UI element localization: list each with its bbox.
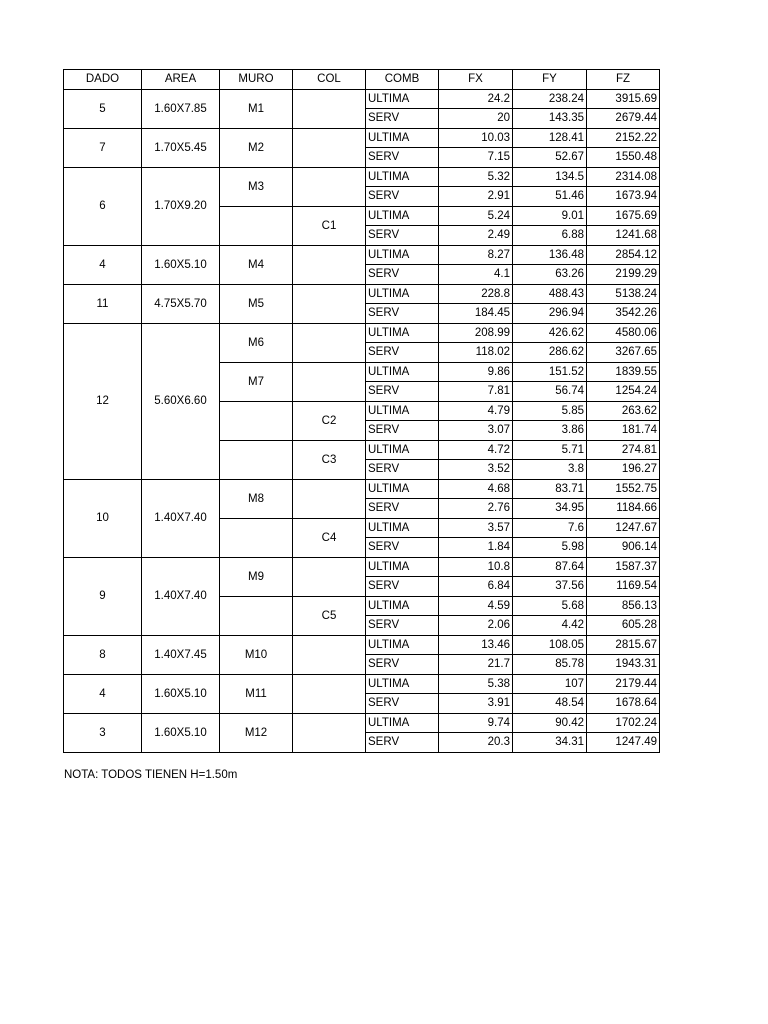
fx-cell: 13.46: [439, 635, 513, 655]
fx-cell: 10.8: [439, 557, 513, 577]
col-cell: [293, 167, 366, 206]
fz-cell: 1702.24: [587, 713, 660, 733]
fy-cell: 107: [513, 674, 587, 694]
table-body: [64, 89, 660, 752]
fx-cell: 9.86: [439, 362, 513, 382]
comb-cell: SERV: [366, 226, 439, 246]
table-row: [64, 89, 660, 109]
fz-cell: 274.81: [587, 440, 660, 460]
comb-cell: ULTIMA: [366, 128, 439, 148]
comb-cell: SERV: [366, 538, 439, 558]
dado-cell: 12: [64, 323, 142, 479]
muro-cell: M8: [220, 479, 293, 518]
fy-cell: 143.35: [513, 109, 587, 129]
fy-cell: 83.71: [513, 479, 587, 499]
fy-cell: 56.74: [513, 382, 587, 402]
fx-cell: 228.8: [439, 284, 513, 304]
data-table: [63, 69, 660, 753]
fz-cell: 1943.31: [587, 655, 660, 675]
comb-cell: ULTIMA: [366, 401, 439, 421]
fz-cell: 605.28: [587, 616, 660, 636]
fx-cell: 2.76: [439, 499, 513, 519]
muro-cell: M5: [220, 284, 293, 323]
muro-cell: M2: [220, 128, 293, 167]
col-cell: [293, 713, 366, 752]
fx-cell: 208.99: [439, 323, 513, 343]
fz-cell: 1247.67: [587, 518, 660, 538]
fz-cell: 1247.49: [587, 733, 660, 753]
fz-cell: 2854.12: [587, 245, 660, 265]
fy-cell: 3.86: [513, 421, 587, 441]
fx-cell: 4.59: [439, 596, 513, 616]
fy-cell: 108.05: [513, 635, 587, 655]
fz-cell: 196.27: [587, 460, 660, 480]
comb-cell: SERV: [366, 655, 439, 675]
dado-cell: 11: [64, 284, 142, 323]
fx-cell: 3.52: [439, 460, 513, 480]
table-row: [64, 635, 660, 655]
col-cell: [293, 245, 366, 284]
fy-cell: 34.31: [513, 733, 587, 753]
fz-cell: 5138.24: [587, 284, 660, 304]
fx-cell: 118.02: [439, 343, 513, 363]
dado-cell: 8: [64, 635, 142, 674]
fx-cell: 184.45: [439, 304, 513, 324]
fz-cell: 1673.94: [587, 187, 660, 207]
fx-cell: 3.57: [439, 518, 513, 538]
fy-cell: 238.24: [513, 89, 587, 109]
fx-cell: 5.38: [439, 674, 513, 694]
fx-cell: 6.84: [439, 577, 513, 597]
comb-cell: ULTIMA: [366, 362, 439, 382]
fy-cell: 48.54: [513, 694, 587, 714]
area-cell: 1.70X9.20: [142, 167, 220, 245]
col-cell: [293, 635, 366, 674]
comb-cell: SERV: [366, 304, 439, 324]
fy-cell: 9.01: [513, 206, 587, 226]
muro-cell: M10: [220, 635, 293, 674]
area-cell: 1.60X7.85: [142, 89, 220, 128]
fy-cell: 5.85: [513, 401, 587, 421]
fx-cell: 21.7: [439, 655, 513, 675]
comb-cell: ULTIMA: [366, 206, 439, 226]
comb-cell: SERV: [366, 694, 439, 714]
col-cell: [293, 89, 366, 128]
fy-cell: 51.46: [513, 187, 587, 207]
header-col: COL: [293, 70, 366, 90]
area-cell: 1.40X7.40: [142, 557, 220, 635]
dado-cell: 5: [64, 89, 142, 128]
comb-cell: SERV: [366, 421, 439, 441]
fy-cell: 296.94: [513, 304, 587, 324]
fz-cell: 1169.54: [587, 577, 660, 597]
comb-cell: ULTIMA: [366, 89, 439, 109]
col-cell: C3: [293, 440, 366, 479]
footnote: NOTA: TODOS TIENEN H=1.50m: [64, 769, 238, 781]
fx-cell: 20.3: [439, 733, 513, 753]
area-cell: 1.40X7.40: [142, 479, 220, 557]
comb-cell: ULTIMA: [366, 440, 439, 460]
fx-cell: 4.1: [439, 265, 513, 285]
col-cell: [293, 323, 366, 362]
col-cell: [293, 128, 366, 167]
comb-cell: ULTIMA: [366, 596, 439, 616]
dado-cell: 10: [64, 479, 142, 557]
fy-cell: 5.71: [513, 440, 587, 460]
fz-cell: 3542.26: [587, 304, 660, 324]
fx-cell: 7.81: [439, 382, 513, 402]
table-row: [64, 167, 660, 187]
fy-cell: 136.48: [513, 245, 587, 265]
comb-cell: ULTIMA: [366, 245, 439, 265]
col-cell: [293, 557, 366, 596]
header-muro: MURO: [220, 70, 293, 90]
fz-cell: 906.14: [587, 538, 660, 558]
header-fx: FX: [439, 70, 513, 90]
fz-cell: 1839.55: [587, 362, 660, 382]
comb-cell: ULTIMA: [366, 323, 439, 343]
muro-cell: M11: [220, 674, 293, 713]
header-comb: COMB: [366, 70, 439, 90]
fy-cell: 4.42: [513, 616, 587, 636]
muro-cell: M1: [220, 89, 293, 128]
muro-cell: M6: [220, 323, 293, 362]
muro-cell: M12: [220, 713, 293, 752]
dado-cell: 6: [64, 167, 142, 245]
dado-cell: 3: [64, 713, 142, 752]
header-fy: FY: [513, 70, 587, 90]
fy-cell: 90.42: [513, 713, 587, 733]
fx-cell: 8.27: [439, 245, 513, 265]
fz-cell: 1675.69: [587, 206, 660, 226]
fz-cell: 1552.75: [587, 479, 660, 499]
comb-cell: ULTIMA: [366, 674, 439, 694]
area-cell: 4.75X5.70: [142, 284, 220, 323]
fy-cell: 63.26: [513, 265, 587, 285]
fx-cell: 4.79: [439, 401, 513, 421]
comb-cell: SERV: [366, 460, 439, 480]
muro-cell: M3: [220, 167, 293, 206]
fy-cell: 128.41: [513, 128, 587, 148]
fx-cell: 2.91: [439, 187, 513, 207]
fz-cell: 4580.06: [587, 323, 660, 343]
fz-cell: 1678.64: [587, 694, 660, 714]
fy-cell: 426.62: [513, 323, 587, 343]
fz-cell: 1184.66: [587, 499, 660, 519]
fy-cell: 3.8: [513, 460, 587, 480]
fz-cell: 2152.22: [587, 128, 660, 148]
fy-cell: 5.68: [513, 596, 587, 616]
col-cell: [293, 479, 366, 518]
fx-cell: 10.03: [439, 128, 513, 148]
fy-cell: 6.88: [513, 226, 587, 246]
fx-cell: 1.84: [439, 538, 513, 558]
col-cell: C4: [293, 518, 366, 557]
fx-cell: 7.15: [439, 148, 513, 168]
table-row: [64, 674, 660, 694]
fy-cell: 34.95: [513, 499, 587, 519]
fz-cell: 1241.68: [587, 226, 660, 246]
comb-cell: SERV: [366, 616, 439, 636]
comb-cell: SERV: [366, 733, 439, 753]
muro-cell: [220, 401, 293, 440]
area-cell: 1.70X5.45: [142, 128, 220, 167]
muro-cell: [220, 518, 293, 557]
col-cell: C2: [293, 401, 366, 440]
col-cell: [293, 284, 366, 323]
fx-cell: 2.49: [439, 226, 513, 246]
area-cell: 1.60X5.10: [142, 674, 220, 713]
comb-cell: ULTIMA: [366, 635, 439, 655]
fz-cell: 2199.29: [587, 265, 660, 285]
dado-cell: 7: [64, 128, 142, 167]
comb-cell: SERV: [366, 265, 439, 285]
header-area: AREA: [142, 70, 220, 90]
dado-cell: 4: [64, 674, 142, 713]
fz-cell: 2314.08: [587, 167, 660, 187]
muro-cell: M7: [220, 362, 293, 401]
fz-cell: 1587.37: [587, 557, 660, 577]
fy-cell: 134.5: [513, 167, 587, 187]
muro-cell: M9: [220, 557, 293, 596]
table-row: [64, 713, 660, 733]
comb-cell: SERV: [366, 343, 439, 363]
muro-cell: M4: [220, 245, 293, 284]
fx-cell: 20: [439, 109, 513, 129]
fy-cell: 85.78: [513, 655, 587, 675]
comb-cell: ULTIMA: [366, 167, 439, 187]
comb-cell: SERV: [366, 577, 439, 597]
fz-cell: 2815.67: [587, 635, 660, 655]
fz-cell: 181.74: [587, 421, 660, 441]
table-row: [64, 323, 660, 343]
comb-cell: SERV: [366, 499, 439, 519]
table-row: [64, 284, 660, 304]
comb-cell: SERV: [366, 109, 439, 129]
comb-cell: ULTIMA: [366, 713, 439, 733]
col-cell: [293, 674, 366, 713]
fz-cell: 3267.65: [587, 343, 660, 363]
muro-cell: [220, 206, 293, 245]
fz-cell: 2679.44: [587, 109, 660, 129]
fy-cell: 37.56: [513, 577, 587, 597]
col-cell: C5: [293, 596, 366, 635]
header-dado: DADO: [64, 70, 142, 90]
fx-cell: 3.07: [439, 421, 513, 441]
fx-cell: 9.74: [439, 713, 513, 733]
fx-cell: 5.32: [439, 167, 513, 187]
fy-cell: 286.62: [513, 343, 587, 363]
fz-cell: 263.62: [587, 401, 660, 421]
fy-cell: 7.6: [513, 518, 587, 538]
fy-cell: 5.98: [513, 538, 587, 558]
area-cell: 1.60X5.10: [142, 245, 220, 284]
table-row: [64, 479, 660, 499]
table-row: [64, 128, 660, 148]
fz-cell: 3915.69: [587, 89, 660, 109]
muro-cell: [220, 440, 293, 479]
comb-cell: SERV: [366, 382, 439, 402]
fy-cell: 151.52: [513, 362, 587, 382]
fz-cell: 1254.24: [587, 382, 660, 402]
dado-cell: 4: [64, 245, 142, 284]
fy-cell: 87.64: [513, 557, 587, 577]
table-row: [64, 245, 660, 265]
fz-cell: 856.13: [587, 596, 660, 616]
header-row: [64, 70, 660, 90]
dado-cell: 9: [64, 557, 142, 635]
fx-cell: 4.68: [439, 479, 513, 499]
col-cell: C1: [293, 206, 366, 245]
fy-cell: 52.67: [513, 148, 587, 168]
fx-cell: 24.2: [439, 89, 513, 109]
area-cell: 1.60X5.10: [142, 713, 220, 752]
comb-cell: ULTIMA: [366, 479, 439, 499]
col-cell: [293, 362, 366, 401]
fz-cell: 2179.44: [587, 674, 660, 694]
table-row: [64, 557, 660, 577]
area-cell: 5.60X6.60: [142, 323, 220, 479]
fx-cell: 4.72: [439, 440, 513, 460]
comb-cell: ULTIMA: [366, 557, 439, 577]
fx-cell: 2.06: [439, 616, 513, 636]
fx-cell: 5.24: [439, 206, 513, 226]
comb-cell: ULTIMA: [366, 518, 439, 538]
comb-cell: ULTIMA: [366, 284, 439, 304]
muro-cell: [220, 596, 293, 635]
fx-cell: 3.91: [439, 694, 513, 714]
fy-cell: 488.43: [513, 284, 587, 304]
comb-cell: SERV: [366, 187, 439, 207]
header-fz: FZ: [587, 70, 660, 90]
area-cell: 1.40X7.45: [142, 635, 220, 674]
comb-cell: SERV: [366, 148, 439, 168]
fz-cell: 1550.48: [587, 148, 660, 168]
